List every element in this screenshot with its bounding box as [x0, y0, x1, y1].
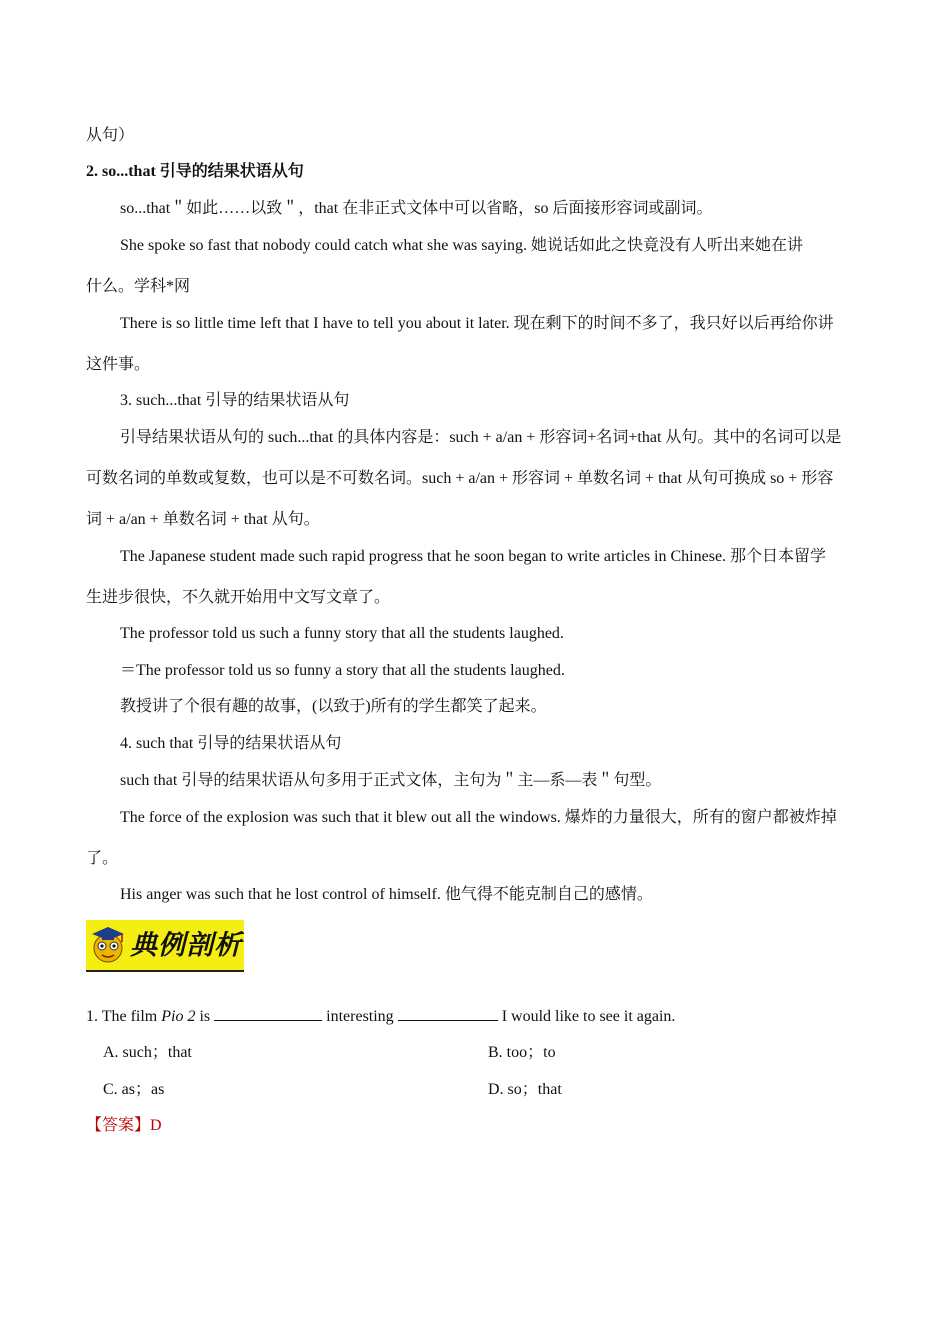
paragraph-line: so...that＂如此……以致＂，that 在非正式文体中可以省略，so 后面接形容词或副词。 [120, 200, 713, 217]
question-text: interesting [322, 1008, 398, 1025]
answer-blank-1 [214, 1006, 322, 1021]
example-line: 生进步很快，不久就开始用中文写文章了。 [86, 589, 391, 606]
example-line: 这件事。 [86, 356, 151, 373]
paragraph-line: 引导结果状语从句的 such...that 的具体内容是：such + a/an + 形容词+名词+that 从句。其中的名词可以是 [120, 429, 842, 446]
example-analysis-banner [86, 920, 244, 972]
option-a: A. such；that [103, 1044, 192, 1061]
example-line: The force of the explosion was such that it blew out all the windows. 爆炸的力量很大，所有的窗户都被炸掉 [120, 809, 837, 826]
answer-blank-2 [398, 1006, 498, 1021]
example-line: 什么。学科*网 [86, 278, 191, 295]
example-line: 教授讲了个很有趣的故事，(以致于)所有的学生都笑了起来。 [120, 698, 547, 715]
graduate-mascot-icon [88, 924, 128, 968]
question-stem [86, 1006, 866, 1027]
example-line: The professor told us such a funny story that all the students laughed. [120, 625, 564, 642]
banner-title: 典例剖析 [130, 930, 242, 961]
paragraph-line: such that 引导的结果状语从句多用于正式文体，主句为＂主—系—表＂句型。 [120, 772, 662, 789]
question-text: is [195, 1008, 215, 1025]
example-line: ＝The professor told us so funny a story that all the students laughed. [120, 662, 565, 679]
question-prefix: 1. The film [86, 1008, 162, 1025]
option-d: D. so；that [488, 1081, 562, 1098]
paragraph-line: 可数名词的单数或复数，也可以是不可数名词。such + a/an + 形容词 + 单数名词 + that 从句可换成 so + 形容 [86, 470, 834, 487]
paragraph-line: 词 + a/an + 单数名词 + that 从句。 [86, 511, 320, 528]
answer-line: 【答案】D [86, 1117, 162, 1134]
option-c: C. as；as [103, 1081, 165, 1098]
film-title: Pio 2 [161, 1008, 196, 1025]
question-suffix: I would like to see it again. [497, 1008, 676, 1025]
example-line: 了。 [86, 850, 119, 867]
section-heading-3: 3. such...that 引导的结果状语从句 [120, 392, 350, 409]
example-line: There is so little time left that I have to tell you about it later. 现在剩下的时间不多了，我只好以后再给你讲 [120, 315, 834, 332]
example-line: His anger was such that he lost control of himself. 他气得不能克制自己的感情。 [120, 886, 653, 903]
section-heading-4: 4. such that 引导的结果状语从句 [120, 735, 342, 752]
option-b: B. too；to [488, 1044, 556, 1061]
example-line: The Japanese student made such rapid progress that he soon began to write articles in Chinese. 那个日本留学 [120, 548, 827, 565]
section-heading-2: 2. so...that 引导的结果状语从句 [86, 163, 304, 180]
example-line: She spoke so fast that nobody could catch what she was saying. 她说话如此之快竟没有人听出来她在讲 [120, 237, 804, 254]
text-line: 从句） [86, 127, 135, 144]
